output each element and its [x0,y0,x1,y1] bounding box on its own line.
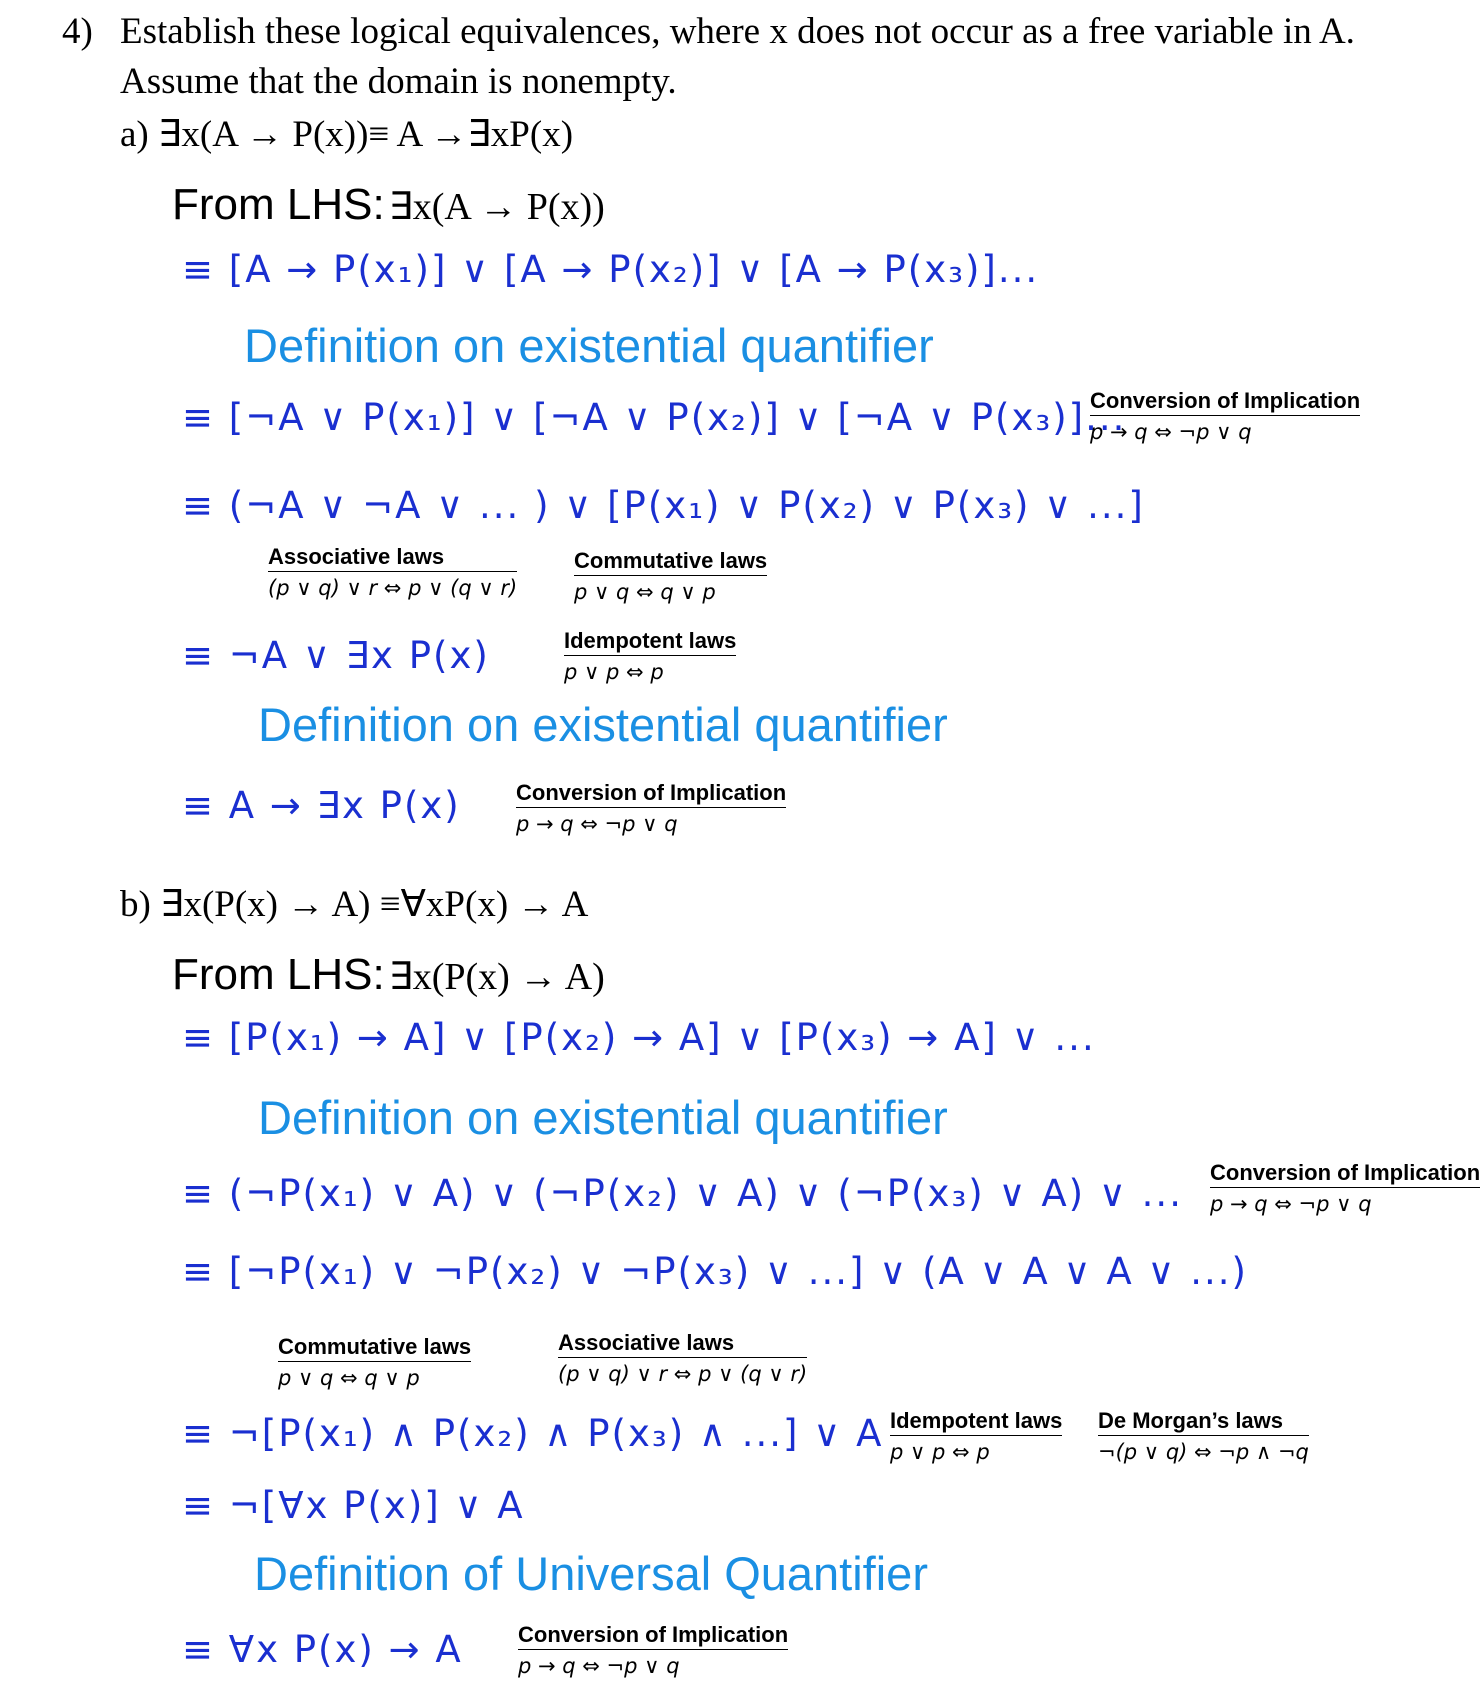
part-b-step-1: ≡ [P(x₁) → A] ∨ [P(x₂) → A] ∨ [P(x₃) → A] ∨ ... [182,1016,1096,1059]
part-b-step-1-reason: Definition on existential quantifier [258,1091,948,1144]
part-b-step-6: ≡ ∀x P(x) → A [182,1628,463,1671]
part-a-step-4: ≡ ¬A ∨ ∃x P(x) [182,634,490,677]
part-b-step-5-reason: Definition of Universal Quantifier [254,1547,928,1600]
part-a-step-3-law-associative [268,544,517,600]
from-lhs-label: From LHS: [172,950,385,999]
part-a-step-1-reason: Definition on existential quantifier [244,319,934,372]
from-lhs-expression: ∃x(A → P(x)) [388,186,605,228]
problem-statement-line1: Establish these logical equivalences, where x does not occur as a free variable in A. [120,11,1355,52]
part-a-step-3-law-commutative [574,548,767,604]
part-b-step-5: ≡ ¬[∀x P(x)] ∨ A [182,1484,525,1527]
law-title: Conversion of Implication [1090,388,1360,416]
part-b-step-3-law-associative [558,1330,807,1386]
part-b-from-lhs [172,950,605,1000]
law-formula: p ∨ p ⇔ p [890,1440,990,1464]
problem-number: 4) [62,11,93,52]
part-a-from-lhs [172,180,605,230]
part-a-step-5-law [516,780,786,836]
law-formula: p → q ⇔ ¬p ∨ q [518,1654,680,1678]
law-formula: p → q ⇔ ¬p ∨ q [1210,1192,1372,1216]
part-b-step-3-law-commutative [278,1334,471,1390]
law-formula: (p ∨ q) ∨ r ⇔ p ∨ (q ∨ r) [268,576,518,600]
part-b-step-4: ≡ ¬[P(x₁) ∧ P(x₂) ∧ P(x₃) ∧ ...] ∨ A [182,1412,884,1455]
law-formula: p ∨ q ⇔ q ∨ p [278,1366,420,1390]
law-title: Idempotent laws [564,628,736,656]
law-title: Conversion of Implication [516,780,786,808]
law-formula: p ∨ p ⇔ p [564,660,664,684]
part-b-step-2-law [1210,1160,1480,1216]
law-formula: (p ∨ q) ∨ r ⇔ p ∨ (q ∨ r) [558,1362,808,1386]
from-lhs-label: From LHS: [172,180,385,229]
part-a-step-3: ≡ (¬A ∨ ¬A ∨ ... ) ∨ [P(x₁) ∨ P(x₂) ∨ P(x₃) ∨ ...] [182,484,1145,527]
law-formula: p ∨ q ⇔ q ∨ p [574,580,716,604]
law-formula: p → q ⇔ ¬p ∨ q [516,812,678,836]
part-a-step-1: ≡ [A → P(x₁)] ∨ [A → P(x₂)] ∨ [A → P(x₃)]... [182,248,1040,291]
problem-statement-line2: Assume that the domain is nonempty. [120,61,677,102]
part-b-step-6-law [518,1622,788,1678]
part-a-step-2-law [1090,388,1360,444]
part-b-step-4-law-demorgan [1098,1408,1309,1464]
part-b-step-4-law-idempotent [890,1408,1062,1464]
part-b-step-2: ≡ (¬P(x₁) ∨ A) ∨ (¬P(x₂) ∨ A) ∨ (¬P(x₃) ∨ A) ∨ ... [182,1172,1183,1215]
law-formula: ¬(p ∨ q) ⇔ ¬p ∧ ¬q [1098,1440,1309,1464]
part-a-step-2: ≡ [¬A ∨ P(x₁)] ∨ [¬A ∨ P(x₂)] ∨ [¬A ∨ P(x₃)]... [182,396,1127,439]
part-a-step-5: ≡ A → ∃x P(x) [182,784,461,827]
law-formula: p → q ⇔ ¬p ∨ q [1090,420,1252,444]
law-title: Conversion of Implication [518,1622,788,1650]
law-title: Commutative laws [574,548,767,576]
law-title: Commutative laws [278,1334,471,1362]
part-b-statement: b) ∃x(P(x) → A) ≡∀xP(x) → A [120,884,589,925]
law-title: De Morgan’s laws [1098,1408,1309,1436]
law-title: Associative laws [268,544,517,572]
law-title: Idempotent laws [890,1408,1062,1436]
part-b-step-3: ≡ [¬P(x₁) ∨ ¬P(x₂) ∨ ¬P(x₃) ∨ ...] ∨ (A ∨ A ∨ A ∨ ...) [182,1250,1248,1293]
law-title: Associative laws [558,1330,807,1358]
from-lhs-expression: ∃x(P(x) → A) [388,956,605,998]
part-a-step-4-law [564,628,736,684]
part-a-statement: a) ∃x(A → P(x))≡ A →∃xP(x) [120,114,574,155]
part-a-step-4-reason: Definition on existential quantifier [258,698,948,751]
law-title: Conversion of Implication [1210,1160,1480,1188]
